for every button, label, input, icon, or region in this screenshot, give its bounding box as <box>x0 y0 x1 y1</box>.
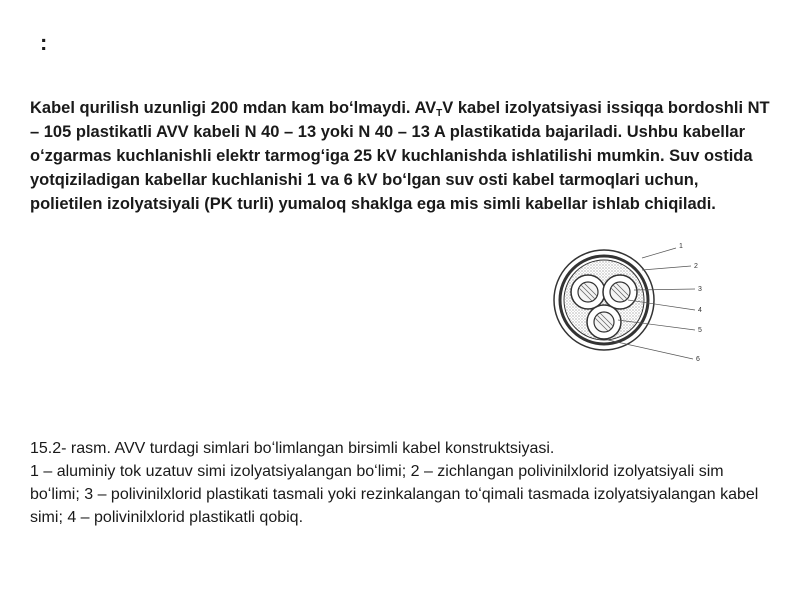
figure-label-3: 3 <box>698 286 702 293</box>
figure-label-1: 1 <box>679 243 683 250</box>
core-bottom <box>587 305 621 339</box>
figure-label-5: 5 <box>698 327 702 334</box>
figure-label-6: 6 <box>696 356 700 363</box>
paragraph-part2: V kabel izolyatsiyasi issiqqa bordoshli NT – 105 plastikatli AVV kabeli N 40 – 13 yoki N 40 – 13 A plastikatida bajariladi. Ushbu kabellar oʻzgarmas kuchlanishli elektr tarmogʻiga 25 kV kuchlanishda ishlatilishi mumkin. Suv ostida yotqiziladigan kabellar kuchlanishi 1 va 6 kV boʻlgan suv osti kabel tarmoqlari uchun, polietilen izolyatsiyali (PK turli) yumaloq shaklga ega mis simli kabellar ishlab chiqiladi. <box>30 99 770 213</box>
caption-legend: 1 – aluminiy tok uzatuv simi izolyatsiyalangan boʻlimi; 2 – zichlangan polivinilxlorid izolyatsiyali sim boʻlimi; 3 – polivinilxlorid plastikati tasmali yoki rezinkalangan toʻqimali tasmada izolyatsiyalangan kabel simi; 4 – polivinilxlorid plastikatli qobiq. <box>30 463 759 526</box>
figure-caption <box>30 437 775 529</box>
cable-cross-section-diagram <box>548 240 718 372</box>
core-top-right <box>603 275 637 309</box>
figure-label-4: 4 <box>698 307 702 314</box>
heading-colon: : <box>40 30 48 55</box>
caption-title: 15.2- rasm. AVV turdagi simlari boʻlimlangan birsimli kabel konstruktsiyasi. <box>30 440 555 457</box>
paragraph-part1: Kabel qurilish uzunligi 200 mdan kam boʻlmaydi. AV <box>30 99 437 117</box>
core-top-left <box>571 275 605 309</box>
paragraph-subscript: T <box>436 108 443 119</box>
body-paragraph <box>30 96 775 216</box>
figure-label-2: 2 <box>694 263 698 270</box>
